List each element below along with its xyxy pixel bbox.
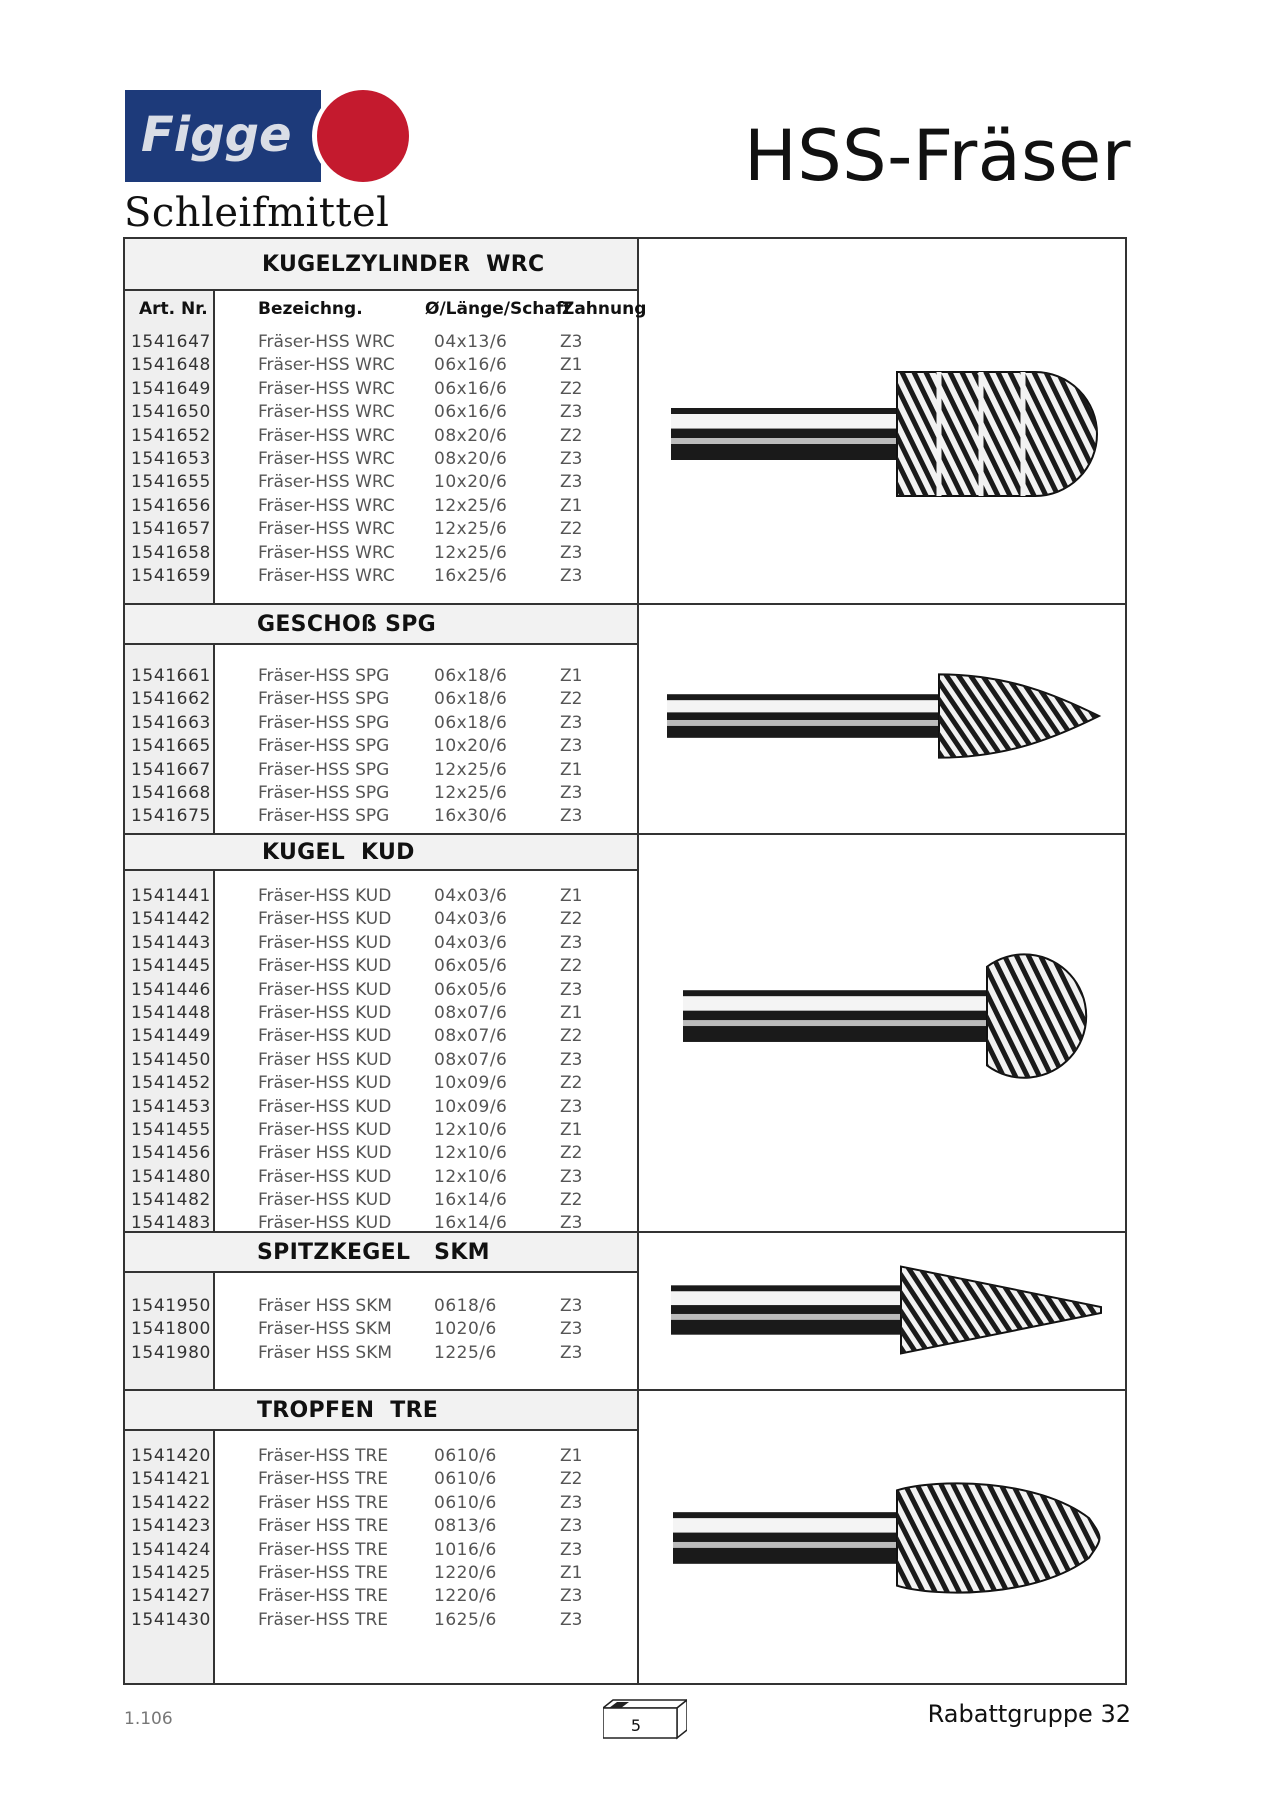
art-nr-cell: 1541448 [131,1002,211,1023]
bezeichnung-cell: Fräser-HSS WRC [258,542,395,563]
art-nr-cell: 1541658 [131,542,211,563]
art-nr-cell: 1541455 [131,1119,211,1140]
bezeichnung-cell: Fräser HSS KUD [258,1049,392,1070]
bezeichnung-cell: Fräser-HSS KUD [258,1073,392,1094]
brand-name: Schleifmittel [124,190,390,236]
kud-cutter-icon-drawing [683,944,1125,1087]
bezeichnung-cell: Fräser-HSS KUD [258,932,392,953]
art-nr-cell: 1541980 [131,1342,211,1363]
art-nr-cell: 1541441 [131,886,211,906]
section-title: KUGEL KUD [262,839,415,865]
bezeichnung-cell: Fräser-HSS TRE [258,1562,389,1583]
table-row [125,1609,637,1632]
table-row [125,1096,637,1119]
dimension-cell: 12x10/6 [434,1119,508,1140]
art-nr-cell: 1541659 [131,565,211,586]
section-header [125,1233,637,1273]
dimension-cell: 06x16/6 [434,355,508,376]
section-title: TROPFEN TRE [257,1397,439,1423]
table-row [125,1318,637,1341]
art-nr-cell: 1541456 [131,1143,211,1164]
zahnung-cell: Z2 [560,519,583,540]
table-row [125,448,637,471]
art-nr-cell: 1541662 [131,689,211,710]
zahnung-cell: Z1 [560,886,583,906]
art-nr-cell: 1541424 [131,1539,211,1560]
zahnung-cell: Z1 [560,666,583,686]
table-row [125,885,637,908]
bezeichnung-cell: Fräser HSS TRE [258,1516,389,1537]
column-header-zahnung: Zahnung [562,299,647,319]
bezeichnung-cell: Fräser-HSS SPG [258,782,390,803]
section-title: GESCHOß SPG [257,611,436,637]
product-rows [125,665,637,829]
dimension-cell: 04x03/6 [434,932,508,953]
table-row [125,1468,637,1491]
table-row [125,1515,637,1538]
product-rows [125,885,637,1236]
column-headers [125,291,647,327]
table-row [125,932,637,955]
art-nr-cell: 1541675 [131,806,211,827]
dimension-cell: 0610/6 [434,1469,497,1490]
art-nr-cell: 1541661 [131,666,211,686]
product-section [125,1389,1125,1683]
art-nr-cell: 1541446 [131,979,211,1000]
bezeichnung-cell: Fräser-HSS SKM [258,1319,392,1340]
zahnung-cell: Z2 [560,378,583,399]
catalog-table [123,237,1127,1685]
table-row [125,1539,637,1562]
dimension-cell: 1225/6 [434,1342,497,1363]
table-row [125,471,637,494]
section-title: KUGELZYLINDER WRC [262,251,545,277]
box-number: 5 [630,1716,642,1735]
bezeichnung-cell: Fräser HSS KUD [258,1143,392,1164]
zahnung-cell: Z3 [560,542,583,563]
wrc-cutter-icon-drawing [671,362,1125,506]
dimension-cell: 12x25/6 [434,542,508,563]
dimension-cell: 06x16/6 [434,378,508,399]
table-row [125,425,637,448]
art-nr-cell: 1541450 [131,1049,211,1070]
bezeichnung-cell: Fräser-HSS TRE [258,1609,389,1630]
section-header [125,605,637,645]
dimension-cell: 10x09/6 [434,1096,508,1117]
dimension-cell: 08x07/6 [434,1049,508,1070]
table-row [125,565,637,588]
table-row [125,665,637,688]
bezeichnung-cell: Fräser-HSS KUD [258,1002,392,1023]
dimension-cell: 08x07/6 [434,1002,508,1023]
table-row [125,1072,637,1095]
bezeichnung-cell: Fräser-HSS KUD [258,1096,392,1117]
art-nr-cell: 1541430 [131,1609,211,1630]
zahnung-cell: Z3 [560,1539,583,1560]
art-nr-cell: 1541420 [131,1446,211,1466]
product-image [639,835,1125,1231]
table-row [125,805,637,828]
product-image [639,239,1125,603]
table-row [125,1492,637,1515]
section-title: SPITZKEGEL SKM [257,1239,490,1265]
dimension-cell: 0813/6 [434,1516,497,1537]
skm-cutter-icon-drawing [671,1257,1125,1364]
spg-cutter-icon-drawing [667,664,1125,767]
zahnung-cell: Z1 [560,355,583,376]
zahnung-cell: Z1 [560,1446,583,1466]
table-row [125,1189,637,1212]
bezeichnung-cell: Fräser-HSS TRE [258,1469,389,1490]
bezeichnung-cell: Fräser-HSS KUD [258,956,392,977]
zahnung-cell: Z2 [560,1073,583,1094]
product-table [125,239,647,603]
figge-logo [125,88,411,184]
spg-cutter-icon [639,605,1125,833]
art-nr-cell: 1541665 [131,736,211,757]
bezeichnung-cell: Fräser-HSS WRC [258,519,395,540]
dimension-cell: 16x14/6 [434,1190,508,1211]
bezeichnung-cell: Fräser-HSS TRE [258,1539,389,1560]
dimension-cell: 06x16/6 [434,402,508,423]
bezeichnung-cell: Fräser-HSS SPG [258,736,390,757]
table-row [125,354,637,377]
dimension-cell: 12x10/6 [434,1166,508,1187]
table-row [125,1445,637,1468]
art-nr-cell: 1541422 [131,1492,211,1513]
bezeichnung-cell: Fräser-HSS WRC [258,495,395,516]
art-nr-cell: 1541657 [131,519,211,540]
zahnung-cell: Z3 [560,806,583,827]
table-row [125,1119,637,1142]
table-row [125,378,637,401]
table-row [125,1025,637,1048]
zahnung-cell: Z3 [560,1492,583,1513]
zahnung-cell: Z3 [560,932,583,953]
bezeichnung-cell: Fräser-HSS WRC [258,472,395,493]
art-nr-cell: 1541449 [131,1026,211,1047]
art-nr-cell: 1541483 [131,1213,211,1234]
tre-cutter-icon [639,1391,1125,1683]
bezeichnung-cell: Fräser-HSS KUD [258,1119,392,1140]
bezeichnung-cell: Fräser-HSS TRE [258,1446,389,1466]
zahnung-cell: Z3 [560,448,583,469]
zahnung-cell: Z3 [560,712,583,733]
table-row [125,542,637,565]
zahnung-cell: Z3 [560,1049,583,1070]
art-nr-cell: 1541423 [131,1516,211,1537]
bezeichnung-cell: Fräser-HSS SPG [258,759,390,780]
art-nr-cell: 1541800 [131,1319,211,1340]
dimension-cell: 1220/6 [434,1586,497,1607]
dimension-cell: 08x07/6 [434,1026,508,1047]
bezeichnung-cell: Fräser-HSS TRE [258,1586,389,1607]
bezeichnung-cell: Fräser-HSS WRC [258,425,395,446]
art-nr-cell: 1541443 [131,932,211,953]
bezeichnung-cell: Fräser-HSS WRC [258,565,395,586]
dimension-cell: 12x25/6 [434,495,508,516]
column-header-bezeichnung: Bezeichng. [258,299,363,319]
column-header-art-nr: Art. Nr. [139,299,208,319]
product-image [639,605,1125,833]
bezeichnung-cell: Fräser HSS SKM [258,1296,393,1316]
bezeichnung-cell: Fräser-HSS WRC [258,402,395,423]
table-row [125,782,637,805]
zahnung-cell: Z3 [560,1342,583,1363]
product-table [125,1233,639,1389]
bezeichnung-cell: Fräser-HSS SPG [258,712,390,733]
wrc-cutter-icon [639,239,1125,603]
zahnung-cell: Z2 [560,425,583,446]
zahnung-cell: Z3 [560,736,583,757]
art-nr-cell: 1541653 [131,448,211,469]
zahnung-cell: Z1 [560,1002,583,1023]
dimension-cell: 16x25/6 [434,565,508,586]
product-rows [125,1445,637,1632]
skm-cutter-icon [639,1233,1125,1389]
dimension-cell: 12x25/6 [434,782,508,803]
product-table [125,605,639,833]
table-row [125,735,637,758]
art-nr-cell: 1541442 [131,909,211,930]
zahnung-cell: Z2 [560,1026,583,1047]
dimension-cell: 0610/6 [434,1446,497,1466]
dimension-cell: 10x20/6 [434,736,508,757]
discount-group: Rabattgruppe 32 [927,1700,1131,1728]
zahnung-cell: Z3 [560,782,583,803]
table-row [125,1342,637,1365]
zahnung-cell: Z1 [560,495,583,516]
bezeichnung-cell: Fräser-HSS SPG [258,689,390,710]
dimension-cell: 12x25/6 [434,519,508,540]
product-rows [125,331,637,588]
column-header-masse: Ø/Länge/Schaft [425,299,572,319]
bezeichnung-cell: Fräser-HSS KUD [258,1026,392,1047]
art-nr-cell: 1541427 [131,1586,211,1607]
dimension-cell: 06x18/6 [434,712,508,733]
tre-cutter-icon-drawing [673,1468,1125,1607]
dimension-cell: 16x14/6 [434,1213,508,1234]
zahnung-cell: Z2 [560,956,583,977]
bezeichnung-cell: Fräser HSS TRE [258,1492,389,1513]
zahnung-cell: Z3 [560,1213,583,1234]
page-title: HSS-Fräser [744,115,1131,197]
section-header [125,835,637,871]
table-row [125,979,637,1002]
product-image [639,1233,1125,1389]
art-nr-cell: 1541647 [131,332,211,352]
table-row [125,495,637,518]
dimension-cell: 08x20/6 [434,425,508,446]
table-row [125,1049,637,1072]
dimension-cell: 1220/6 [434,1562,497,1583]
zahnung-cell: Z3 [560,1516,583,1537]
bezeichnung-cell: Fräser HSS SKM [258,1342,393,1363]
product-section [125,603,1125,833]
zahnung-cell: Z3 [560,1296,583,1316]
dimension-cell: 06x05/6 [434,956,508,977]
dimension-cell: 04x03/6 [434,909,508,930]
zahnung-cell: Z3 [560,1586,583,1607]
bezeichnung-cell: Fräser-HSS WRC [258,332,395,352]
dimension-cell: 04x13/6 [434,332,508,352]
bezeichnung-cell: Fräser-HSS KUD [258,909,392,930]
dimension-cell: 06x05/6 [434,979,508,1000]
art-nr-cell: 1541652 [131,425,211,446]
dimension-cell: 12x10/6 [434,1143,508,1164]
table-row [125,1142,637,1165]
dimension-cell: 06x18/6 [434,666,508,686]
table-row [125,331,637,354]
dimension-cell: 10x09/6 [434,1073,508,1094]
table-row [125,712,637,735]
art-nr-cell: 1541648 [131,355,211,376]
table-row [125,908,637,931]
product-rows [125,1295,637,1365]
art-nr-cell: 1541649 [131,378,211,399]
zahnung-cell: Z2 [560,909,583,930]
table-row [125,1295,637,1318]
dimension-cell: 1020/6 [434,1319,497,1340]
zahnung-cell: Z3 [560,472,583,493]
zahnung-cell: Z1 [560,1562,583,1583]
kud-cutter-icon [639,835,1125,1231]
zahnung-cell: Z3 [560,565,583,586]
zahnung-cell: Z3 [560,1319,583,1340]
art-nr-cell: 1541668 [131,782,211,803]
zahnung-cell: Z3 [560,402,583,423]
zahnung-cell: Z3 [560,332,583,352]
art-nr-cell: 1541482 [131,1190,211,1211]
table-row [125,1002,637,1025]
bezeichnung-cell: Fräser-HSS SPG [258,666,390,686]
art-nr-cell: 1541663 [131,712,211,733]
table-row [125,1562,637,1585]
art-nr-cell: 1541656 [131,495,211,516]
dimension-cell: 0610/6 [434,1492,497,1513]
dimension-cell: 08x20/6 [434,448,508,469]
dimension-cell: 16x30/6 [434,806,508,827]
table-row [125,759,637,782]
svg-text:Figge: Figge [141,107,292,163]
art-nr-cell: 1541650 [131,402,211,423]
product-table [125,835,639,1234]
art-nr-cell: 1541425 [131,1562,211,1583]
bezeichnung-cell: Fräser-HSS KUD [258,979,392,1000]
section-header [125,1391,637,1431]
art-nr-cell: 1541452 [131,1073,211,1094]
table-row [125,401,637,424]
art-nr-cell: 1541421 [131,1469,211,1490]
bezeichnung-cell: Fräser-HSS KUD [258,1166,392,1187]
product-section [125,1231,1125,1389]
section-header [125,239,637,291]
zahnung-cell: Z2 [560,1143,583,1164]
dimension-cell: 10x20/6 [434,472,508,493]
zahnung-cell: Z3 [560,1096,583,1117]
table-row [125,1166,637,1189]
bezeichnung-cell: Fräser-HSS WRC [258,355,395,376]
dimension-cell: 04x03/6 [434,886,508,906]
zahnung-cell: Z1 [560,1119,583,1140]
product-section [125,833,1125,1234]
art-nr-cell: 1541950 [131,1296,211,1316]
page-number: 1.106 [124,1709,173,1729]
dimension-cell: 12x25/6 [434,759,508,780]
art-nr-cell: 1541655 [131,472,211,493]
table-row [125,1585,637,1608]
dimension-cell: 0618/6 [434,1296,497,1316]
product-image [639,1391,1125,1683]
zahnung-cell: Z2 [560,689,583,710]
bezeichnung-cell: Fräser-HSS WRC [258,448,395,469]
table-row [125,955,637,978]
bezeichnung-cell: Fräser-HSS KUD [258,1213,392,1234]
art-nr-cell: 1541453 [131,1096,211,1117]
dimension-cell: 06x18/6 [434,689,508,710]
art-nr-cell: 1541667 [131,759,211,780]
zahnung-cell: Z3 [560,979,583,1000]
zahnung-cell: Z3 [560,1609,583,1630]
art-nr-cell: 1541445 [131,956,211,977]
product-section [125,239,1125,603]
zahnung-cell: Z1 [560,759,583,780]
dimension-cell: 1016/6 [434,1539,497,1560]
zahnung-cell: Z2 [560,1469,583,1490]
dimension-cell: 1625/6 [434,1609,497,1630]
bezeichnung-cell: Fräser-HSS WRC [258,378,395,399]
zahnung-cell: Z2 [560,1190,583,1211]
bezeichnung-cell: Fräser-HSS KUD [258,886,392,906]
zahnung-cell: Z3 [560,1166,583,1187]
bezeichnung-cell: Fräser-HSS KUD [258,1190,392,1211]
table-row [125,518,637,541]
bezeichnung-cell: Fräser-HSS SPG [258,806,390,827]
table-row [125,688,637,711]
art-nr-cell: 1541480 [131,1166,211,1187]
product-table [125,1391,639,1683]
